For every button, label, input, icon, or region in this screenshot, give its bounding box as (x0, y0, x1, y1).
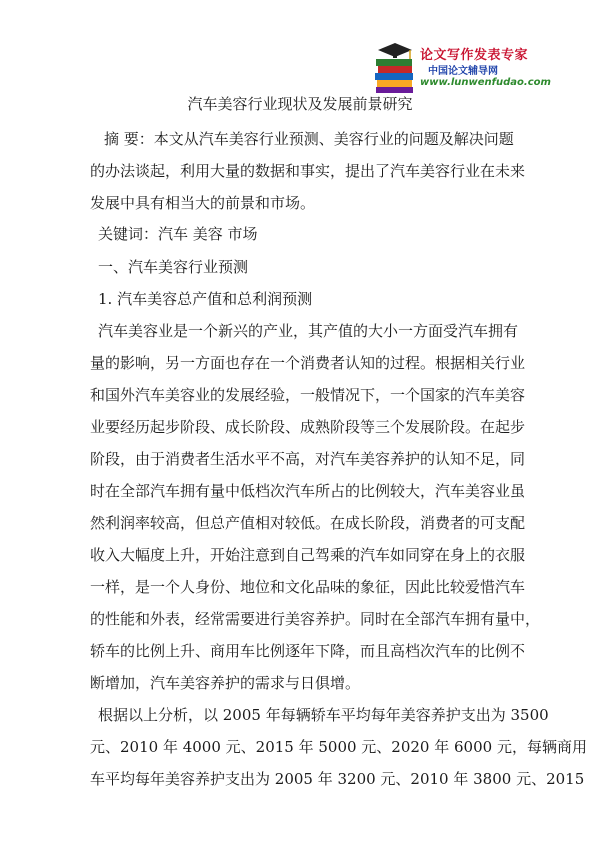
books-graduation-cap-icon (372, 40, 418, 94)
body-line: 轿车的比例上升、商用车比例逐年下降，而且高档次汽车的比例不 (90, 642, 526, 660)
body-line: 断增加，汽车美容养护的需求与日俱增。 (90, 674, 361, 692)
body-line: 一样，是一个人身份、地位和文化品味的象征，因此比较爱惜汽车 (90, 578, 526, 596)
body-line: 根据以上分析，以 2005 年每辆轿车平均每年美容养护支出为 3500 (98, 706, 549, 724)
abstract-line: 的办法谈起，利用大量的数据和事实，提出了汽车美容行业在未来 (90, 162, 526, 180)
body-line: 时在全部汽车拥有量中低档次汽车所占的比例较大，汽车美容业虽 (90, 482, 526, 500)
body-line: 阶段，由于消费者生活水平不高，对汽车美容养护的认知不足，同 (90, 450, 526, 468)
body-line: 然利润率较高，但总产值相对较低。在成长阶段，消费者的可支配 (90, 514, 526, 532)
site-logo (372, 40, 551, 94)
logo-brand-text: 论文写作发表专家 (420, 48, 529, 63)
body-line: 的性能和外表，经常需要进行美容养护。同时在全部汽车拥有量中， (90, 610, 541, 628)
section-heading: 一、汽车美容行业预测 (98, 258, 249, 276)
body-line: 汽车美容业是一个新兴的产业，其产值的大小一方面受汽车拥有 (98, 322, 519, 340)
body-line: 车平均每年美容养护支出为 2005 年 3200 元、2010 年 3800 元、2015 (90, 770, 585, 788)
subsection-heading: 1. 汽车美容总产值和总利润预测 (98, 290, 313, 308)
abstract-line: 摘 要：本文从汽车美容行业预测、美容行业的问题及解决问题 (104, 130, 514, 148)
keywords-line: 关键词：汽车 美容 市场 (98, 225, 258, 243)
body-line: 收入大幅度上升，开始注意到自己驾乘的汽车如同穿在身上的衣服 (90, 546, 526, 564)
body-line: 业要经历起步阶段、成长阶段、成熟阶段等三个发展阶段。在起步 (90, 418, 526, 436)
paper-title: 汽车美容行业现状及发展前景研究 (187, 95, 413, 113)
logo-subtitle: 中国论文辅导网 (428, 66, 498, 77)
abstract-line: 发展中具有相当大的前景和市场。 (90, 194, 316, 212)
body-line: 元、2010 年 4000 元、2015 年 5000 元、2020 年 6000 元，每辆商用 (90, 738, 587, 756)
logo-url: www.lunwenfudao.com (420, 77, 551, 88)
body-line: 量的影响，另一方面也存在一个消费者认知的过程。根据相关行业 (90, 354, 526, 372)
body-line: 和国外汽车美容业的发展经验，一般情况下，一个国家的汽车美容 (90, 386, 526, 404)
